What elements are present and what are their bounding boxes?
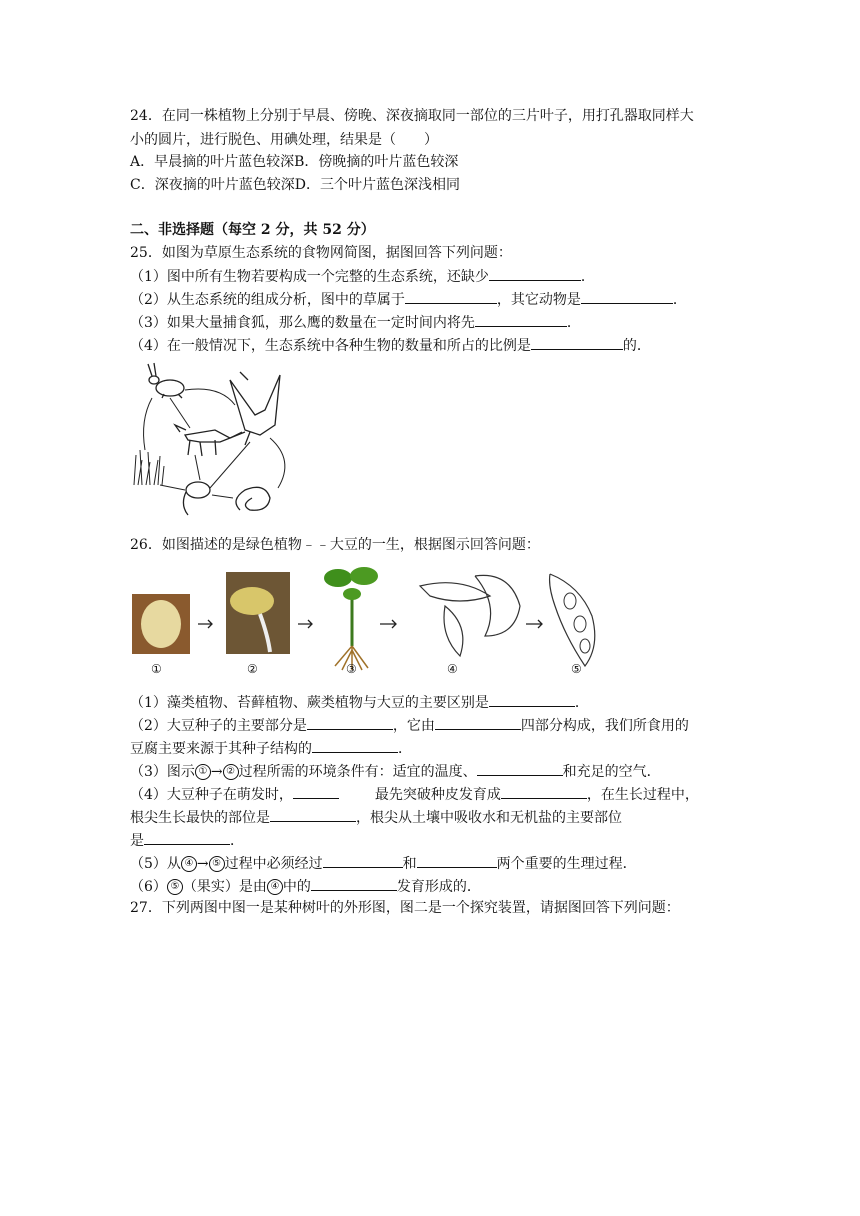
q26-sub4-cont: 根尖生长最快的部位是 ，根尖从土壤中吸收水和无机盐的主要部位: [130, 807, 622, 828]
grass-drawing: [134, 450, 164, 485]
section-heading: 二、非选择题（每空 2 分，共 52 分）: [130, 222, 375, 238]
snake-drawing: [236, 487, 270, 510]
answer-blank[interactable]: [489, 266, 581, 281]
q24-options-row1: [130, 152, 458, 172]
q24-option-c: C．深夜摘的叶片蓝色较深: [130, 177, 295, 193]
fox-drawing: [175, 425, 245, 456]
answer-blank[interactable]: [144, 830, 230, 845]
answer-blank[interactable]: [405, 289, 497, 304]
q26-sub5: （5）从 ④ → ⑤ 过程中必须经过 和 两个重要的生理过程．: [130, 853, 637, 874]
answer-blank[interactable]: [477, 761, 563, 776]
figure-label-3: ③: [346, 662, 357, 676]
answer-blank[interactable]: [531, 335, 623, 350]
q24-stem-line2: 小的圆片，进行脱色、用碘处理，结果是（ ）: [130, 132, 438, 148]
answer-blank[interactable]: [581, 289, 673, 304]
answer-blank[interactable]: [307, 715, 393, 730]
answer-blank[interactable]: [270, 807, 356, 822]
q26-sub2: （2）大豆种子的主要部分是 ，它由 四部分构成，我们所食用的: [130, 715, 689, 736]
figure-label-5: ⑤: [571, 662, 582, 676]
figure-label-2: ②: [247, 662, 258, 676]
figure-label-1: ①: [151, 662, 162, 676]
mouse-drawing: [183, 482, 210, 515]
q25-sub4: （4）在一般情况下，生态系统中各种生物的数量和所占的比例是 的．: [130, 335, 651, 356]
q26-sub4: （4）大豆种子在萌发时， 最先突破种皮发育成 ，在生长过程中，: [130, 784, 699, 805]
food-web-arrows: [144, 389, 285, 498]
q26-sub3: （3）图示 ① → ② 过程所需的环境条件有：适宜的温度、 和充足的空气．: [130, 761, 661, 782]
answer-blank[interactable]: [311, 876, 397, 891]
rabbit-drawing: [148, 363, 184, 398]
soybean-lifecycle-figure: [130, 566, 620, 684]
answer-blank[interactable]: [489, 692, 575, 707]
q25-sub1: （1）图中所有生物若要构成一个完整的生态系统，还缺少 ．: [130, 266, 595, 287]
q26-sub2-cont: 豆腐主要来源于其种子结构的 ．: [130, 738, 412, 759]
answer-blank[interactable]: [501, 784, 587, 799]
q24-option-d: D．三个叶片蓝色深浅相同: [294, 177, 460, 193]
q25-sub3: （3）如果大量捕食狐，那么鹰的数量在一定时间内将先 ．: [130, 312, 581, 333]
answer-blank[interactable]: [323, 853, 403, 868]
food-web-figure: [130, 360, 330, 520]
answer-blank[interactable]: [475, 312, 567, 327]
answer-blank[interactable]: [417, 853, 497, 868]
answer-blank[interactable]: [293, 784, 339, 799]
q26-sub1: （1）藻类植物、苔藓植物、蕨类植物与大豆的主要区别是 ．: [130, 692, 589, 713]
q25-stem: 25．如图为草原生态系统的食物网简图，据图回答下列问题：: [130, 245, 512, 261]
q24-stem-line1: 24．在同一株植物上分别于早晨、傍晚、深夜摘取同一部位的三片叶子，用打孔器取同样大: [130, 108, 694, 124]
q26-stem: 26．如图描述的是绿色植物﹣﹣大豆的一生，根据图示回答问题：: [130, 537, 540, 553]
q26-sub4-cont2: 是 ．: [130, 830, 244, 851]
q24-option-b: B．傍晚摘的叶片蓝色较深: [294, 154, 459, 170]
q26-sub6: （6） ⑤ （果实）是由 ④ 中的 发育形成的．: [130, 876, 481, 897]
q27-stem: 27．下列两图中图一是某种树叶的外形图，图二是一个探究装置，请据图回答下列问题：: [130, 900, 680, 916]
q24-option-a: A．早晨摘的叶片蓝色较深: [130, 154, 295, 170]
figure-label-4: ④: [447, 662, 458, 676]
q25-sub2: （2）从生态系统的组成分析，图中的草属于 ，其它动物是 ．: [130, 289, 687, 310]
answer-blank[interactable]: [312, 738, 398, 753]
answer-blank[interactable]: [435, 715, 521, 730]
q24-options-row2: [130, 175, 460, 195]
